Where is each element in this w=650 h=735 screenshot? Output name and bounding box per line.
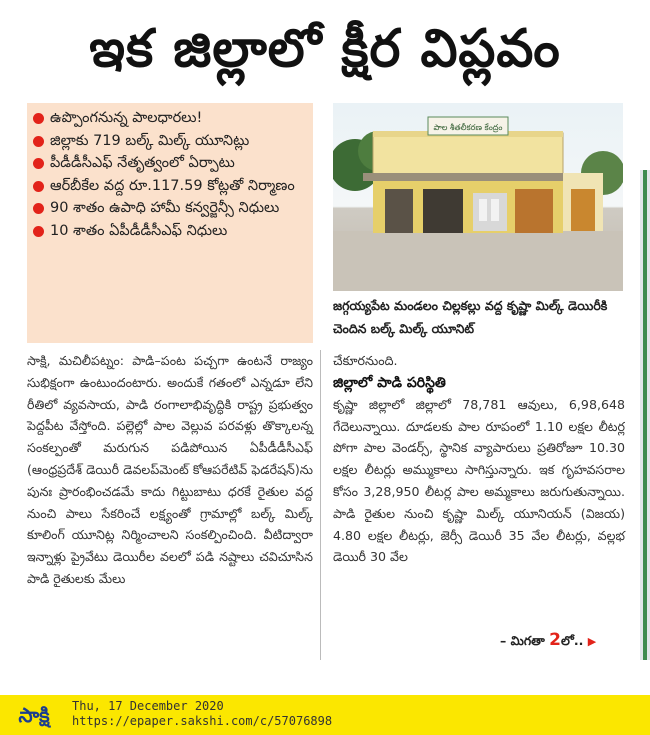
bullet-dot-icon — [33, 113, 44, 124]
highlight-item — [27, 130, 313, 153]
highlight-text: 90 శాతం ఉపాధి హామీ కన్వర్జెన్సీ నిధులు — [50, 200, 280, 216]
bullet-dot-icon — [33, 181, 44, 192]
epaper-url[interactable]: https://epaper.sakshi.com/c/57076898 — [72, 714, 333, 728]
highlights-box — [27, 103, 313, 343]
footer-meta — [72, 699, 332, 729]
highlight-item — [27, 152, 313, 175]
highlight-item — [27, 220, 313, 243]
article-column-left — [27, 350, 313, 590]
highlight-item — [27, 107, 313, 130]
publication-date: Thu, 17 December 2020 — [72, 699, 224, 713]
adjacent-article-strip — [640, 170, 650, 660]
headline: ఇక జిల్లాలో క్షీర విప్లవం — [89, 19, 561, 79]
triangle-right-icon: ▶ — [587, 635, 597, 648]
highlight-text: జిల్లాకు 719 బల్క్ మిల్క్ యూనిట్లు — [50, 132, 250, 149]
article-body: సాక్షి, మచిలీపట్నం: పాడి–పంట పచ్చగా ఉంటనే రాజ్యం సుభిక్షంగా ఉంటుందంటారు. అందుకే గతంలో ఎన్నడూ లేని రీతిలో వ్యవసాయ, పాడి రంగాలాభివృద్ధికి రాష్ట్ర ప్రభుత్వం పెద్దపీట వేస్తోంది. పల్లెల్లో పాల వెల్లువ పరవళ్లు తొక్కాలన్న సంకల్పంతో మరుగున పడిపోయిన ఏపీడీడీసీఎఫ్ (ఆంధ్రప్రదేశ్ డెయిరీ డెవలప్‌మెంట్ కోఆపరేటివ్ ఫెడరేషన్)ను పునః ప్రారంభించడమే కాదు గిట్టుబాటు ధరకే రైతుల వద్ద నుంచి పాలు సేకరించే లక్ష్యంతో గ్రామాల్లో బల్క్ మిల్క్ కూలింగ్ యూనిట్ల నిర్మించాలని సంకల్పించింది. వీటిద్వారా ఇన్నాళ్లు ప్రైవేటు డెయిరీల వలలో పడి నష్టాలు చవిచూసిన పాడి రైతులకు మేలు — [27, 353, 313, 586]
column-divider — [320, 350, 321, 660]
continued-note — [500, 630, 596, 652]
sakshi-logo-icon — [6, 699, 62, 731]
milk-unit-photo — [333, 103, 623, 291]
bullet-dot-icon — [33, 136, 44, 147]
highlight-item — [27, 197, 313, 220]
bullet-dot-icon — [33, 203, 44, 214]
article-body: చేకూరనుంది. — [333, 353, 398, 368]
section-subhead: జిల్లాలో పాడి పరిస్థితి — [333, 374, 446, 391]
continued-prefix: – మిగతా — [500, 633, 550, 648]
bullet-dot-icon — [33, 226, 44, 237]
footer-bar — [0, 695, 650, 735]
photo-board-text: పాల శీతలీకరణ కేంద్రం — [433, 123, 503, 132]
continued-page-number: 2 — [549, 630, 561, 650]
article-column-right — [333, 350, 625, 568]
highlight-item — [27, 175, 313, 198]
highlight-text: ఆర్‌బీకేల వద్ద రూ.117.59 కోట్లతో నిర్మాణం — [50, 177, 295, 194]
highlight-text: ఉప్పొంగనున్న పాలధారలు! — [50, 110, 203, 126]
highlight-text: 10 శాతం ఏపీడీడీసీఎఫ్ నిధులు — [50, 222, 228, 239]
photo-caption: జగ్గయ్యపేట మండలం చిల్లకల్లు వద్ద కృష్ణా మిల్క్ డెయిరీకి చెందిన బల్క్ మిల్క్ యూనిట్ — [333, 298, 608, 336]
bullet-dot-icon — [33, 158, 44, 169]
building-illustration-icon — [333, 103, 623, 291]
article-body: కృష్ణా జిల్లాలో జిల్లాలో 78,781 ఆవులు, 6,98,648 గేదెలున్నాయి. దూడలకు పాల రూపంలో 1.10 లక్షల లీటర్ల పోగా పాల వెండర్స్, స్థానిక వ్యాపారులు ప్రతిరోజూ 10.30 లక్షల లీటర్లు అమ్ముకాలు సాగిస్తున్నారు. ఇక గృహవసరాల కోసం 3,28,950 లీటర్ల పాల అమ్మకాలు జరుగుతున్నాయి. పాడి రైతుల నుంచి కృష్ణా మిల్క్ యూనియన్ (విజయ) 4.80 లక్షల లీటర్లు, జెర్సీ డెయిరీ 35 వేల లీటర్లు, వల్లభ డెయిరీ 30 వేల — [333, 396, 625, 565]
continued-suffix: లో.. — [560, 633, 584, 648]
logo-text: సాక్షి — [18, 703, 50, 727]
highlight-text: పీడీడీసీఎఫ్ నేతృత్వంలో ఏర్పాటు — [50, 155, 235, 171]
strip-bar — [643, 170, 647, 660]
